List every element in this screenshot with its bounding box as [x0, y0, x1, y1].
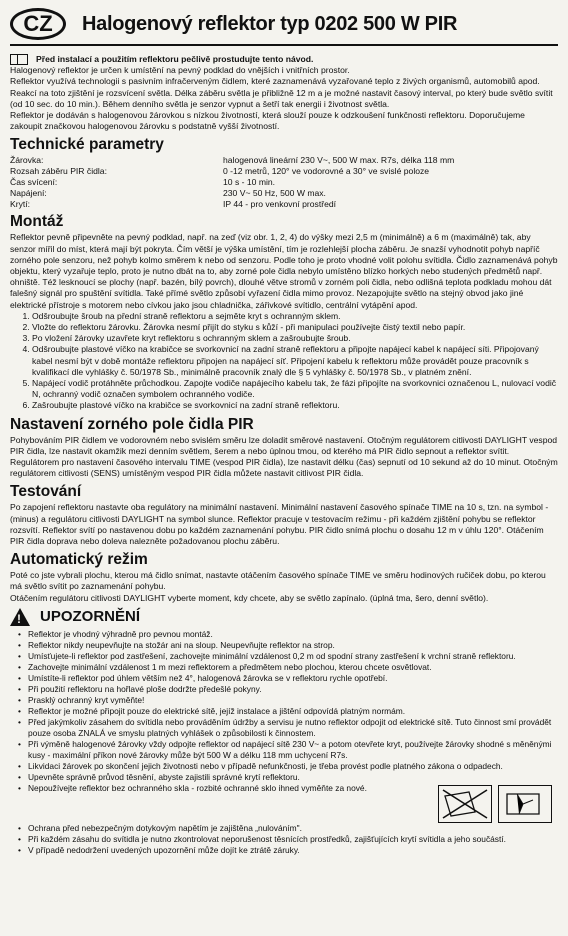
page-title: Halogenový reflektor typ 0202 500 W PIR — [82, 12, 458, 35]
language-badge: CZ — [10, 8, 66, 40]
intro-paragraph-2: Reflektor využívá technologii s pasivním infračerveným čidlem, které zaznamenává vyzařované teplo z živých organismů, automobilů apod. Reakcí na toto zjištění je rozsvícení světla. Délka záběru světla je přibližně 12 m a je možné nastavit časový interval, po který bude světlo svítit (od 10 sec. do 10 min.). Během denního světla je senzor vypnut a šetří tak energii i životnost světla. — [10, 76, 553, 109]
list-item: • Reflektor je vhodný výhradně pro pevnou montáž. — [28, 629, 558, 640]
list-item: • Upevněte správně průvod těsnění, abyste zajistili správné krytí reflektoru. — [28, 772, 558, 783]
book-icon — [10, 54, 28, 65]
list-item: • Reflektor nikdy neupevňujte na stožár ani na sloup. Neupevňujte reflektor na strop. — [28, 640, 558, 651]
montaz-steps — [10, 311, 558, 412]
technical-table — [10, 155, 454, 209]
warning-with-pictograms — [10, 783, 558, 823]
list-item: • Před jakýmkoliv zásahem do svítidla nebo prováděním údržby a servisu je nutno reflektor odpojit od elektrické sítě. Tuto činnost smí provádět pouze osoba ZNALÁ ve smyslu platných vyhlášek o způsobilosti k činnostem. — [28, 717, 558, 739]
warning-heading-row — [10, 608, 558, 626]
list-item: 5. Napájecí vodič protáhněte průchodkou. Zapojte vodiče napájecího kabelu tak, že fázi připojíte na svorkovnici označenou L, nulovací vodič N, ochranný vodič označen symbolem ochranného vodiče. — [32, 378, 558, 400]
list-item: • Likvidaci žárovek po skončení jejich životnosti nebo v případě nefunkčnosti, je třeba provést podle platného zákona o odpadech. — [28, 761, 558, 772]
technical-heading: Technické parametry — [10, 136, 164, 154]
intro-section — [10, 54, 558, 132]
table-row — [10, 177, 454, 188]
spec-value: 10 s - 10 min. — [223, 177, 276, 188]
spec-value: 0 -12 metrů, 120° ve vodorovné a 30° ve svislé poloze — [223, 166, 430, 177]
automaticky-paragraph-1: Poté co jste vybrali plochu, kterou má čidlo snímat, nastavte otáčením časového spínače TIME ve směru hodinových ručiček dobu, po kterou má světlo svítit po zaznamenání pohybu. — [10, 570, 546, 592]
list-item: • Při každém zásahu do svítidla je nutno zkontrolovat neporušenost těsnících prostředků, zajišťujících krytí svítidla a jeho součástí. — [28, 834, 558, 845]
warning-list — [10, 629, 558, 783]
nastaveni-paragraph: Pohybováním PIR čidlem ve vodorovném nebo svislém směru lze doladit směrové nastavení. Otočným regulátorem citlivosti DAYLIGHT vespod PIR čidla, lze nastavit okamžik mezi denním světlem, šerem a nebo úplnou tmou, od kterého má PIR čidlo sepnout a reflektor svítit. Regulátorem pro nastavení časového intervalu TIME (vespod PIR čidla), lze nastavit délku (čas) sepnutí od 10 sekund až do 10 minut. Otočným regulátorem citlivosti (SENS) umístěným vespod PIR čidla můžete nastavit citlivost PIR čidla. — [10, 434, 558, 479]
spec-key: Krytí: — [10, 198, 31, 209]
list-item: • Reflektor je možné připojit pouze do elektrické sítě, jejíž instalace a jištění odpovídá platným normám. — [28, 706, 558, 717]
spec-key: Čas svícení: — [10, 177, 58, 188]
table-row — [10, 188, 454, 199]
montaz-heading: Montáž — [10, 213, 64, 231]
no-glass-pictogram-icon — [438, 785, 492, 823]
header — [10, 4, 558, 46]
list-item: 2. Vložte do reflektoru žárovku. Žárovka nesmí přijít do styku s kůží - při manipulaci používejte čistý textil nebo papír. — [32, 322, 558, 333]
manual-page — [10, 4, 558, 926]
broken-glass-pictogram-icon — [498, 785, 552, 823]
spec-key: Napájení: — [10, 187, 47, 198]
automaticky-paragraph-2: Otáčením regulátoru citlivosti DAYLIGHT vyberte moment, kdy chcete, aby se světlo zapínalo. (úplná tma, šero, denní světlo). — [10, 592, 489, 603]
intro-notice: Před instalací a použitím reflektoru pečlivě prostudujte tento návod. — [36, 54, 314, 64]
spec-value: halogenová lineární 230 V~, 500 W max. R7s, délka 118 mm — [223, 155, 455, 166]
list-item: • Nepoužívejte reflektor bez ochranného skla - rozbité ochranné sklo ihned vyměňte za nové. — [28, 783, 418, 794]
warning-heading: UPOZORNĚNÍ — [40, 608, 141, 626]
list-item: 1. Odšroubujte šroub na přední straně reflektoru a sejměte kryt s ochranným sklem. — [32, 311, 558, 322]
warning-triangle-icon: ! — [10, 608, 30, 626]
intro-paragraph-3: Reflektor je dodáván s halogenovou žárovkou s nízkou životností, která slouží pouze k odzkoušení funkčnosti reflektoru. Doporučujeme zakoupit značkovou halogenovou žárovku s podstatně vyšší životností. — [10, 110, 525, 132]
intro-paragraph-1: Halogenový reflektor je určen k umístění na pevný podklad do vnějších i vnitřních prostor. — [10, 65, 350, 76]
pictogram-group — [438, 785, 558, 823]
spec-value: 230 V~ 50 Hz, 500 W max. — [223, 187, 326, 198]
list-item: • Umísťujete-li reflektor pod zastřešení, zachovejte minimální vzdálenost 0,2 m od spodní strany zastřešení k vrchní straně reflektoru. — [28, 651, 558, 662]
spec-key: Rozsah záběru PIR čidla: — [10, 166, 107, 177]
list-item: • Ochrana před nebezpečným dotykovým napětím je zajištěna „nulováním". — [28, 823, 558, 834]
list-item: 4. Odšroubujte plastové víčko na krabičce se svorkovnicí na zadní straně reflektoru a připojte napájecí kabel k napájecí síti. Připojovaný kabel nesmí být v době montáže reflektoru připojen na napájecí síť. Připojení kabelu k reflektoru může provádět pouze pracovník s kvalifikací dle vyhlášky č. 50/1978 Sb., minimálně pracovník znalý dle § 5 vyhlášky č. 50/1978 Sb., v platném znění. — [32, 344, 558, 378]
list-item: • Při výměně halogenové žárovky vždy odpojte reflektor od napájecí sítě 230 V~ a potom otevřete kryt, používejte žárovky shodné s měněnými kusy - maximální příkon nové žárovky může být 500 W a délku 118 mm uchycení R7s. — [28, 739, 558, 761]
list-item: 6. Zašroubujte plastové víčko na krabičce se svorkovnicí na zadní straně reflektoru. — [32, 400, 558, 411]
spec-key: Žárovka: — [10, 155, 44, 166]
table-row — [10, 155, 454, 166]
list-item: 3. Po vložení žárovky uzavřete kryt reflektoru s ochranným sklem a zašroubujte šroub. — [32, 333, 558, 344]
list-item: • Při použití reflektoru na hořlavé ploše dodržte předešlé pokyny. — [28, 684, 558, 695]
list-item: • Prasklý ochranný kryt vyměňte! — [28, 695, 558, 706]
montaz-paragraph: Reflektor pevně připevněte na pevný podklad, např. na zeď (viz obr. 1, 2, 4) do výšky mezi 2,5 m (minimálně) a 6 m (maximálně) tak, aby senzor mířil do míst, která mají být pokryta. Čím větší je výška umístění, tím je rozlehlejší plocha záběru. Je snazší vyhodnotit pohyb napříč zorného pole senzoru, než pohyb kolmo směrem k nebo od senzoru. Podle toho je proto vhodné volit polohu svítidla. Čidlo zaznamenává pohyb objektu, který vyzařuje teplo, proto je nutno dbát na to, aby zorné pole čidla nebylo umístěno blízko horkých nebo studených předmětů např. ohniště. Též lesknoucí se plochy (např. bazén, bílý povrch), dlouhé větve stromů v zorném poli čidla, nebo odlišná teplota podkladu mohou dát falešný signál pro spuštění svítidla. Také přímé světlo způsobí vyřazení čidla mimo provoz. Nezapojujte světlo na stejný obvod jako jiné elektrické přístroje s motorem nebo cívkou jako jsou chladnička, zářivkové svítidlo, centrální vytápění apod. — [10, 232, 558, 310]
table-row — [10, 166, 454, 177]
table-row — [10, 199, 454, 210]
list-item: • Zachovejte minimální vzdálenost 1 m mezi reflektorem a předmětem nebo plochou, kterou chcete osvětlovat. — [28, 662, 558, 673]
list-item: • Umístíte-li reflektor pod úhlem větším než 4°, halogenová žárovka se v reflektoru rychle opotřebí. — [28, 673, 558, 684]
warning-list-2 — [10, 823, 558, 856]
spec-value: IP 44 - pro venkovní prostředí — [223, 198, 337, 209]
nastaveni-heading: Nastavení zorného pole čidla PIR — [10, 415, 254, 433]
testovani-paragraph: Po zapojení reflektoru nastavte oba regulátory na minimální nastavení. Minimální nastavení časového spínače TIME na 10 s, tzn. na symbol - (minus) a regulátoru citlivosti DAYLIGHT na symbol slunce. Reflektor pracuje v testovacím režimu - při každém zjištění pohybu se reflektor rozsvítí. Reflektor svítí po nastavenou dobu po každém zaznamenání pohybu. PIR čidlo snímá plochu o dosahu 12 m v úhlu 120°. Otáčením PIR čidla dopravа nebo doleva nalezněte požadovanou plochu záběru. — [10, 502, 549, 547]
warning-list-glass — [10, 783, 418, 794]
automaticky-heading: Automatický režim — [10, 551, 148, 569]
list-item: • V případě nedodržení uvedených upozornění může dojít ke ztrátě záruky. — [28, 845, 558, 856]
testovani-heading: Testování — [10, 483, 82, 501]
